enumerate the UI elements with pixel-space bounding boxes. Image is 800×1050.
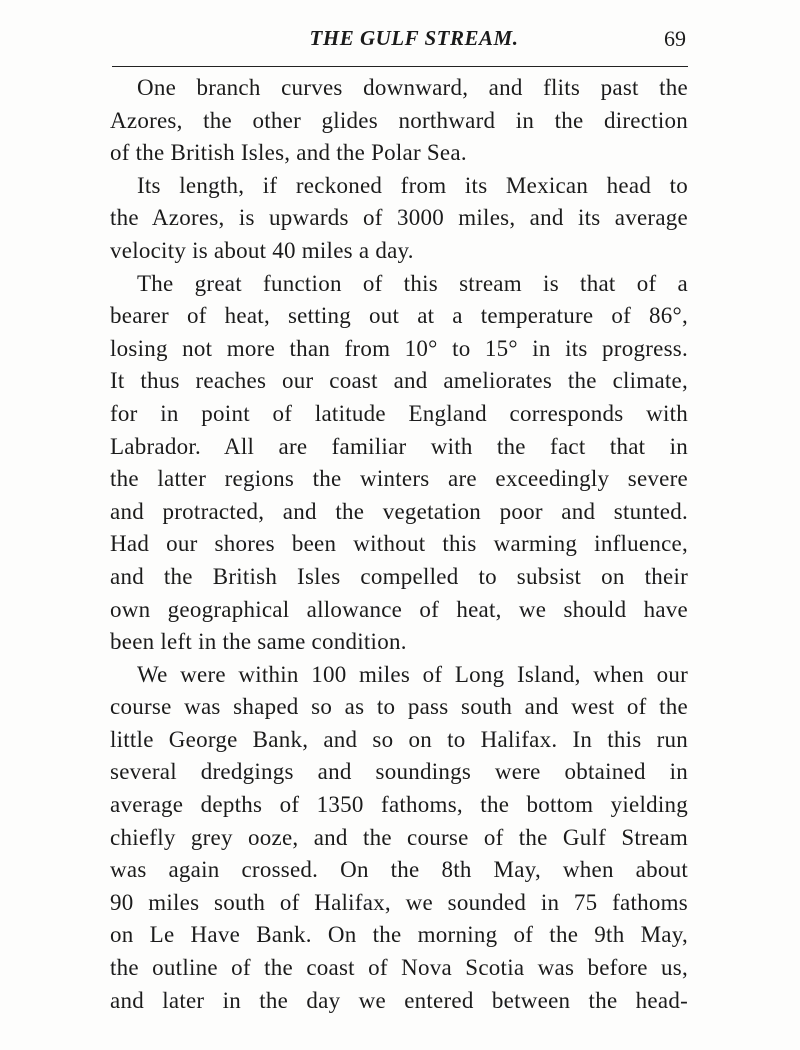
text-line: own geographical allowance of heat, we should have (110, 596, 688, 622)
text-line: the latter regions the winters are exceedingly severe (110, 466, 688, 492)
text-line: was again crossed. On the 8th May, when about (110, 857, 688, 883)
header-rule (112, 66, 688, 67)
text-line: Had our shores been without this warming influence, (110, 531, 688, 557)
text-line: One branch curves downward, and flits past the (137, 75, 688, 100)
paragraph (110, 659, 688, 1018)
text-line: and later in the day we entered between the head- (110, 987, 688, 1013)
text-line: bearer of heat, setting out at a temperature of 86°, (110, 303, 688, 329)
paragraph (110, 268, 688, 659)
running-head (110, 26, 688, 60)
text-line: and the British Isles compelled to subsist on their (110, 563, 688, 589)
text-line: 90 miles south of Halifax, we sounded in 75 fathoms (110, 889, 688, 915)
text-line: Labrador. All are familiar with the fact that in (110, 433, 688, 459)
text-line: average depths of 1350 fathoms, the bottom yielding (110, 792, 688, 818)
text-line: been left in the same condition. (110, 629, 407, 655)
text-line: little George Bank, and so on to Halifax. In this run (110, 726, 688, 752)
text-line: It thus reaches our coast and ameliorates the climate, (110, 368, 688, 394)
text-line: and protracted, and the vegetation poor and stunted. (110, 498, 688, 524)
running-title: THE GULF STREAM. (309, 26, 519, 50)
body-text (110, 72, 688, 1017)
text-line: chiefly grey ooze, and the course of the Gulf Stream (110, 824, 688, 850)
paragraph (110, 170, 688, 268)
text-line: velocity is about 40 miles a day. (110, 237, 414, 263)
text-line: the Azores, is upwards of 3000 miles, and its average (110, 205, 688, 231)
text-line: several dredgings and soundings were obtained in (110, 759, 688, 785)
text-line: Its length, if reckoned from its Mexican head to (137, 172, 688, 198)
text-line: We were within 100 miles of Long Island, when our (137, 661, 688, 687)
text-line: course was shaped so as to pass south and west of the (110, 694, 688, 720)
text-line: Azores, the other glides northward in the direction (110, 107, 688, 133)
text-line: losing not more than from 10° to 15° in its progress. (110, 335, 688, 361)
text-line: the outline of the coast of Nova Scotia was before us, (110, 955, 688, 981)
text-line: for in point of latitude England corresponds with (110, 400, 688, 426)
paragraph (110, 72, 688, 170)
text-line: The great function of this stream is that of a (137, 270, 688, 296)
page-number: 69 (664, 26, 686, 51)
text-line: of the British Isles, and the Polar Sea. (110, 140, 467, 166)
text-line: on Le Have Bank. On the morning of the 9th May, (110, 922, 688, 948)
